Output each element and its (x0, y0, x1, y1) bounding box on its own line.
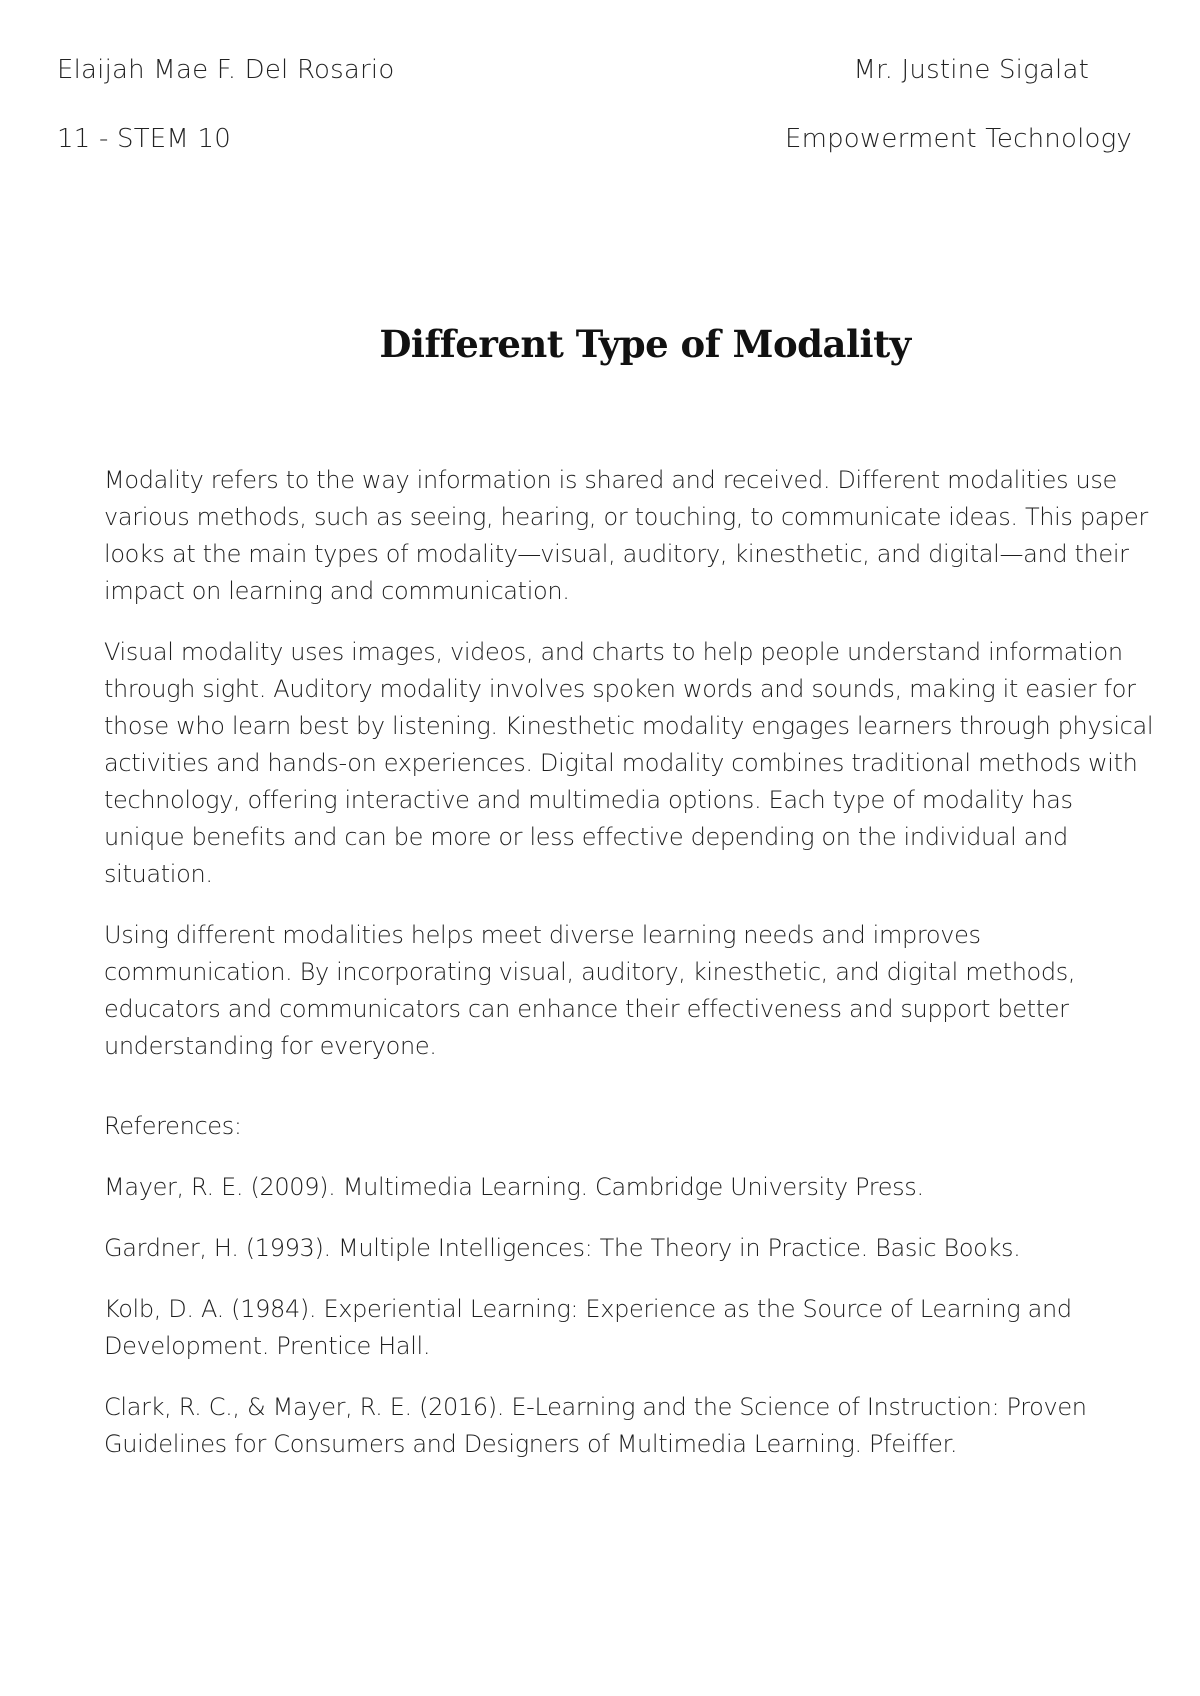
document-body (104, 462, 1154, 1089)
section-label: 11 - STEM 10 (57, 124, 231, 154)
reference-item: Clark, R. C., & Mayer, R. E. (2016). E-Learning and the Science of Instruction: Proven Guidelines for Consumers and Designers of Multimedia Learning. Pfeiffer. (104, 1393, 1087, 1458)
teacher-name: Mr. Justine Sigalat (853, 55, 1089, 85)
header-row-1 (57, 55, 1132, 85)
reference-item: Kolb, D. A. (1984). Experiential Learning: Experience as the Source of Learning and Development. Prentice Hall. (104, 1295, 1072, 1360)
body-paragraph: Modality refers to the way information is shared and received. Different modalities use various methods, such as seeing, hearing, or touching, to communicate ideas. This paper looks at the main types of modality—visual, auditory, kinesthetic, and digital—and their impact on learning and communication. (104, 466, 1148, 605)
reference-item: Mayer, R. E. (2009). Multimedia Learning. Cambridge University Press. (104, 1173, 924, 1201)
header-row-2 (57, 124, 1132, 154)
reference-item: Gardner, H. (1993). Multiple Intelligences: The Theory in Practice. Basic Books. (104, 1234, 1021, 1262)
references-section (104, 1108, 1154, 1487)
body-paragraph: Using different modalities helps meet diverse learning needs and improves communication. By incorporating visual, auditory, kinesthetic, and digital methods, educators and communicators can enhance their effectiveness and support better understanding for everyone. (104, 921, 1076, 1060)
body-paragraph: Visual modality uses images, videos, and charts to help people understand information through sight. Auditory modality involves spoken words and sounds, making it easier for those who learn best by listening. Kinesthetic modality engages learners through physical activities and hands-on experiences. Digital modality combines traditional methods with technology, offering interactive and multimedia options. Each type of modality has unique benefits and can be more or less effective depending on the individual and situation. (104, 638, 1154, 888)
references-heading: References: (104, 1112, 242, 1140)
subject-label: Empowerment Technology (784, 124, 1132, 154)
student-name: Elaijah Mae F. Del Rosario (57, 55, 395, 85)
document-title: Different Type of Modality (379, 322, 911, 366)
